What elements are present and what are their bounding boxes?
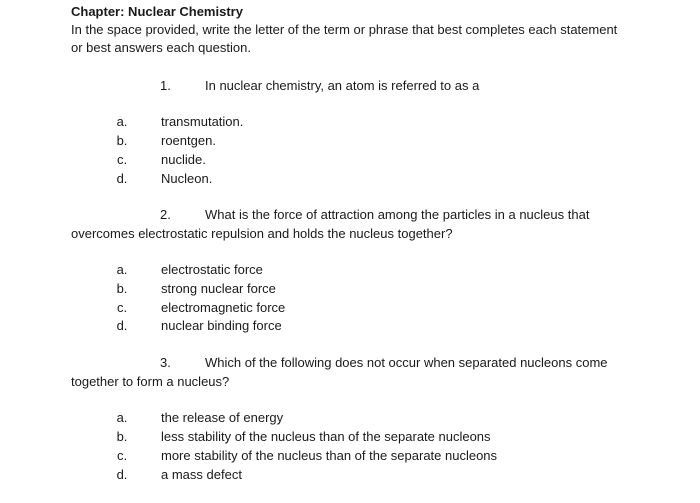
question-1-option-d-letter: d. <box>116 171 128 186</box>
question-3-text-line-1: Which of the following does not occur when separated nucleons come <box>205 355 608 370</box>
question-2-option-c-letter: c. <box>116 300 128 315</box>
question-2-option-a-letter: a. <box>116 262 128 277</box>
question-3-option-a-letter: a. <box>116 410 128 425</box>
question-2-option-d-text: nuclear binding force <box>161 318 282 333</box>
question-3-option-a-text: the release of energy <box>161 410 284 425</box>
question-2-option-a-text: electrostatic force <box>161 262 263 277</box>
question-1-option-a-text: transmutation. <box>161 114 244 129</box>
question-1-option-b-text: roentgen. <box>161 133 216 148</box>
question-2-option-b-text: strong nuclear force <box>161 281 276 296</box>
instructions-line-1: In the space provided, write the letter of the term or phrase that best completes each statement <box>71 22 618 37</box>
question-2-text-line-2: overcomes electrostatic repulsion and holds the nucleus together? <box>71 226 453 241</box>
question-1-number: 1. <box>160 78 171 93</box>
question-2-text-line-1: What is the force of attraction among the particles in a nucleus that <box>205 207 590 222</box>
question-1-option-b-letter: b. <box>116 133 128 148</box>
question-1-option-d-text: Nucleon. <box>161 171 213 186</box>
question-3-text-line-2: together to form a nucleus? <box>71 374 230 389</box>
question-1-text: In nuclear chemistry, an atom is referred to as a <box>205 78 480 93</box>
question-2-number: 2. <box>160 207 171 222</box>
instructions-line-2: or best answers each question. <box>71 40 251 55</box>
question-1-option-a-letter: a. <box>116 114 128 129</box>
question-2-option-c-text: electromagnetic force <box>161 300 286 315</box>
question-3-option-d-letter: d. <box>116 467 128 482</box>
question-1-option-c-text: nuclide. <box>161 152 206 167</box>
page-title: Chapter: Nuclear Chemistry <box>71 4 243 19</box>
question-1-option-c-letter: c. <box>116 152 128 167</box>
question-3-option-b-letter: b. <box>116 429 128 444</box>
question-3-option-d-text: a mass defect <box>161 467 242 482</box>
question-2-option-b-letter: b. <box>116 281 128 296</box>
question-3-option-c-letter: c. <box>116 448 128 463</box>
question-3-option-b-text: less stability of the nucleus than of the separate nucleons <box>161 429 491 444</box>
question-3-number: 3. <box>160 355 171 370</box>
question-2-option-d-letter: d. <box>116 318 128 333</box>
question-3-option-c-text: more stability of the nucleus than of the separate nucleons <box>161 448 498 463</box>
